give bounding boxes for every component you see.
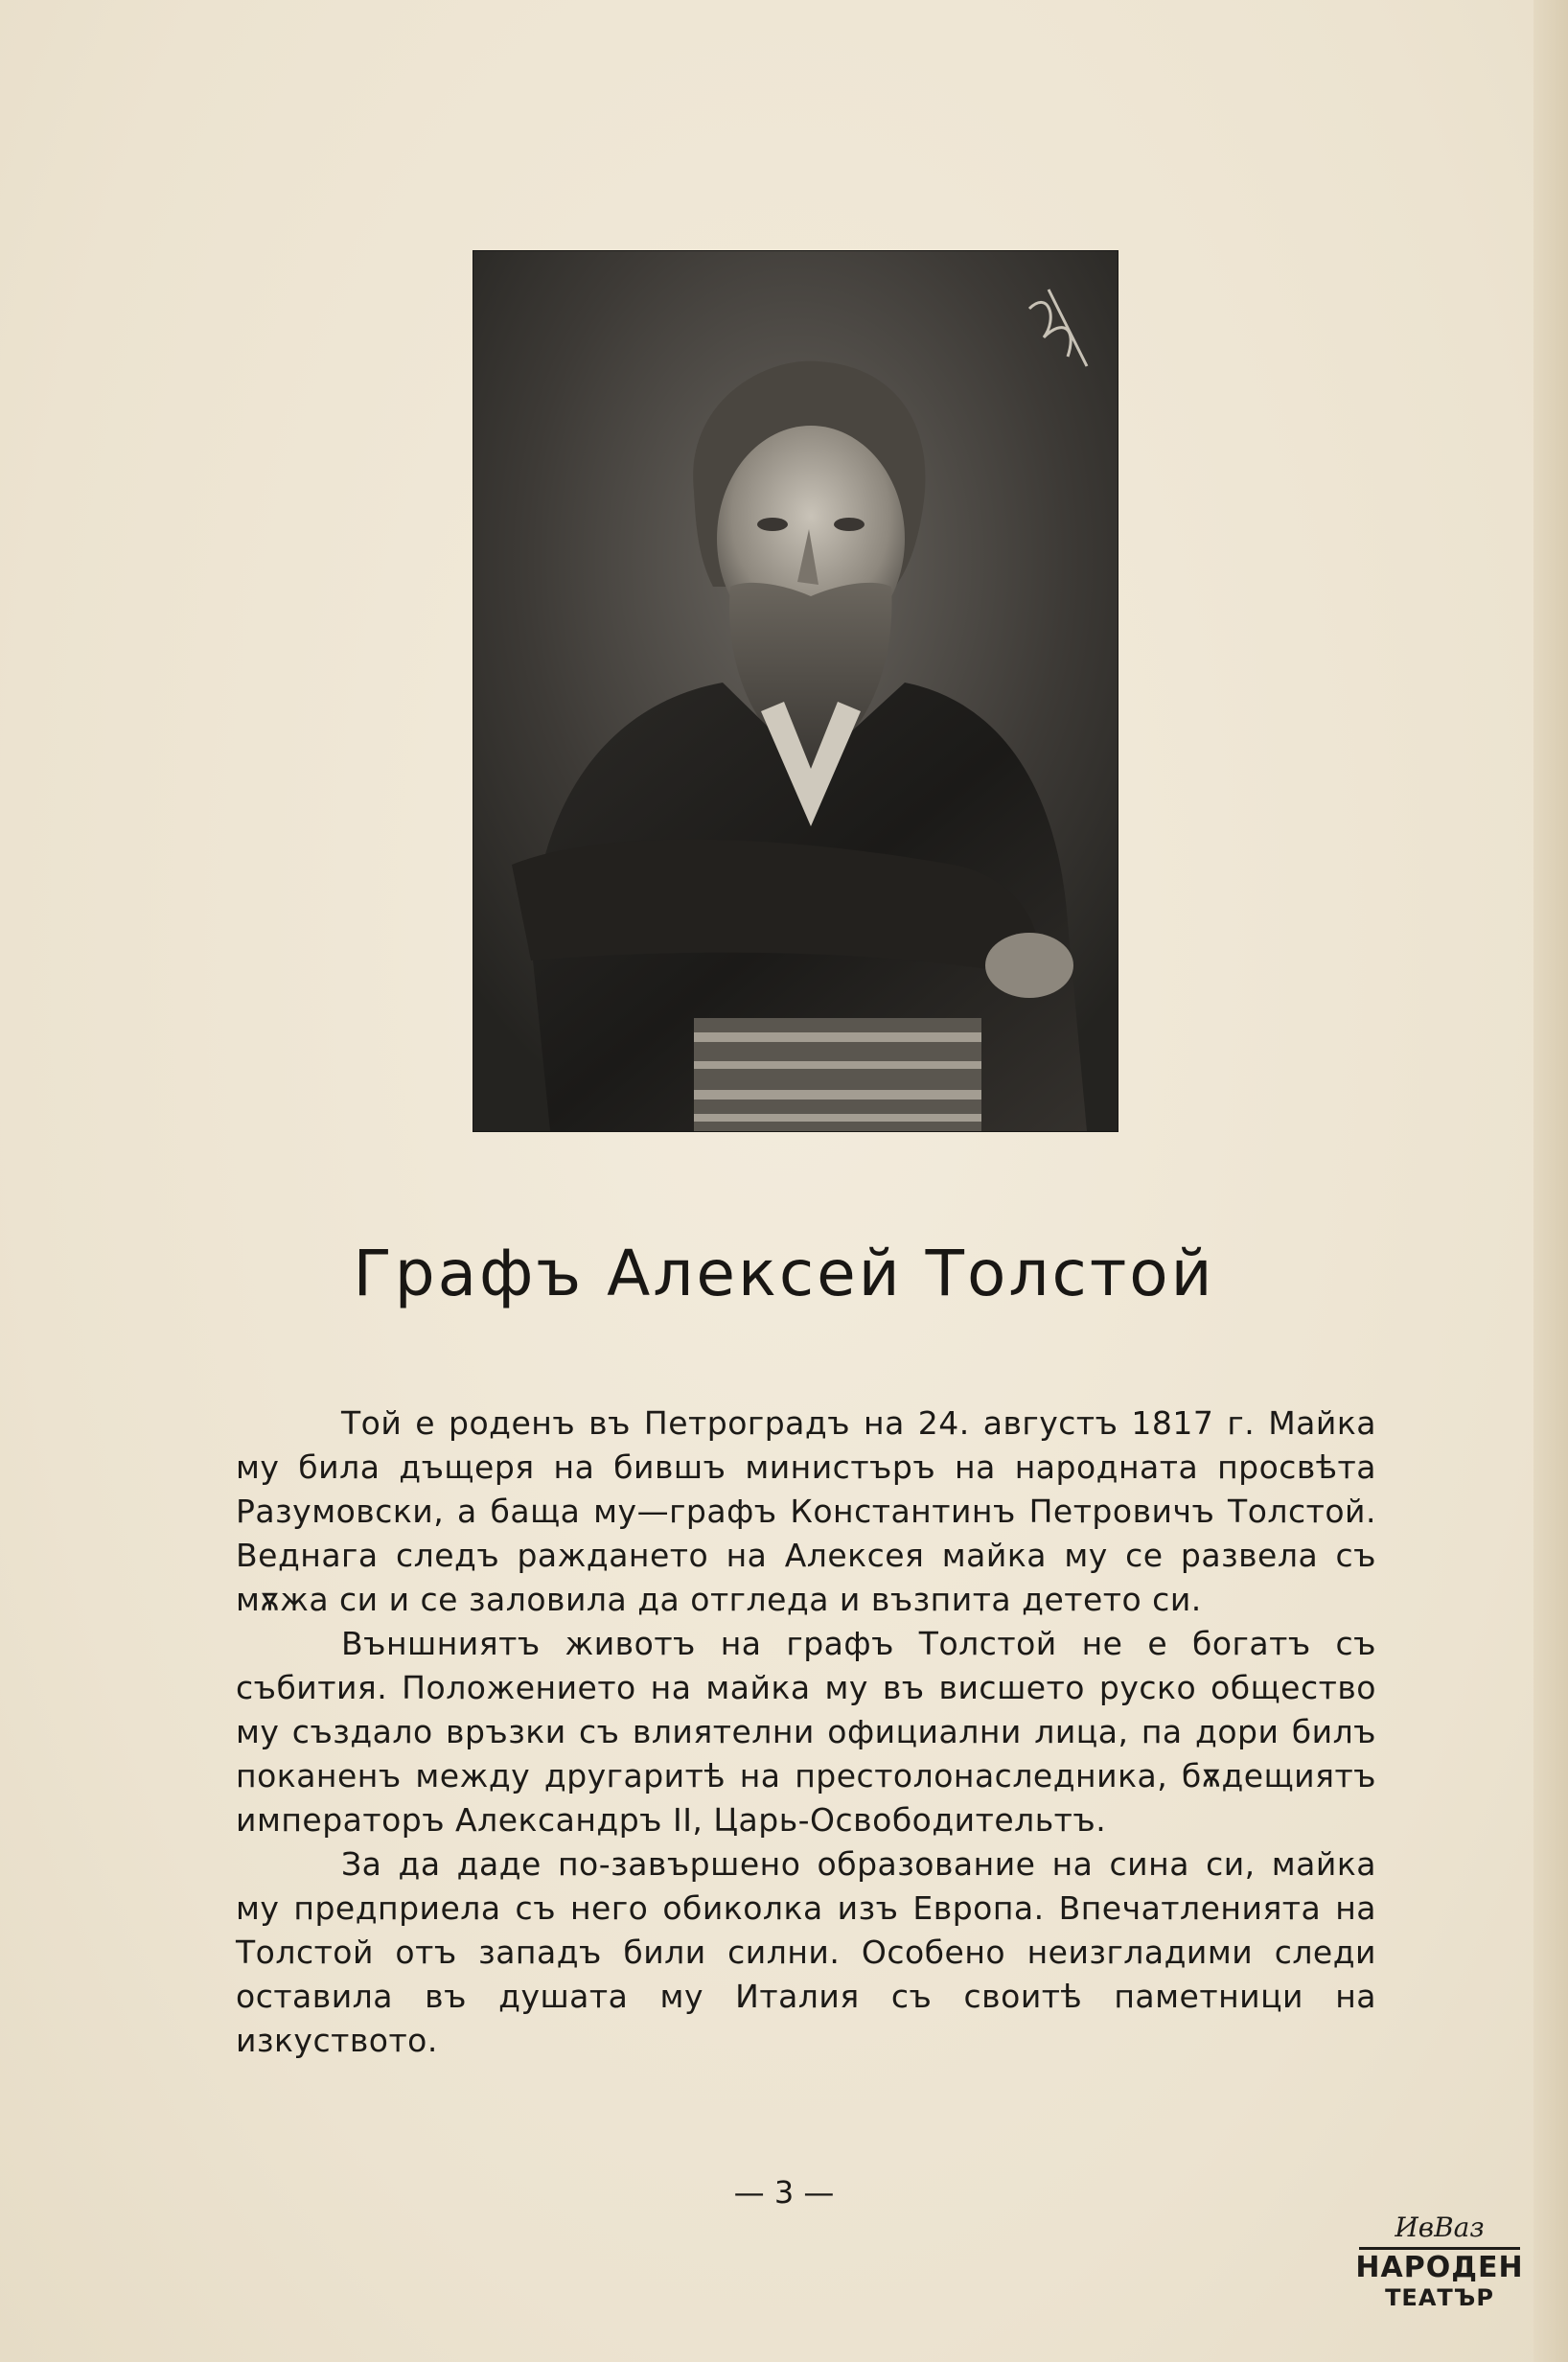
page-title: Графъ Алексей Толстой [353,1237,1215,1310]
paragraph: Той е роденъ въ Петроградъ на 24. августъ 1817 г. Майка му била дъщеря на бившъ министъръ на народната просвѣта Разумовски, а баща му—графъ Константинъ Петровичъ Толстой. Веднага следъ раждането на Алексея майка му се развела съ мѫжа си и се заловила да отгледа и възпита детето си. [236,1404,1376,1618]
stamp-line-1: НАРОДЕН [1355,2251,1524,2284]
stamp-logo: ИвВаз [1395,2211,1485,2243]
stamp-divider [1359,2247,1520,2250]
portrait-photo [473,251,1118,1131]
article-body [236,1401,1376,2063]
paragraph: Външниятъ животъ на графъ Толстой не е богатъ съ събития. Положението на майка му въ висшето руско общество му създало връзки съ влиятелни официални лица, па дори билъ поканенъ между другаритѣ на престолонаследника, бѫдещиятъ императоръ Александръ II, Царь-Освободительтъ. [236,1625,1376,1839]
page-number: — 3 — [733,2174,835,2211]
paragraph: За да даде по-завършено образование на сина си, майка му предприела съ него обиколка изъ Европа. Впечатленията на Толстой отъ западъ били силни. Особено неизгладими следи оставила въ душата му Италия съ своитѣ паметници на изкуството. [236,1845,1376,2059]
theatre-stamp [1351,2212,1528,2331]
page-edge [1533,0,1568,2362]
stamp-line-2: ТЕАТЪР [1385,2284,1494,2311]
